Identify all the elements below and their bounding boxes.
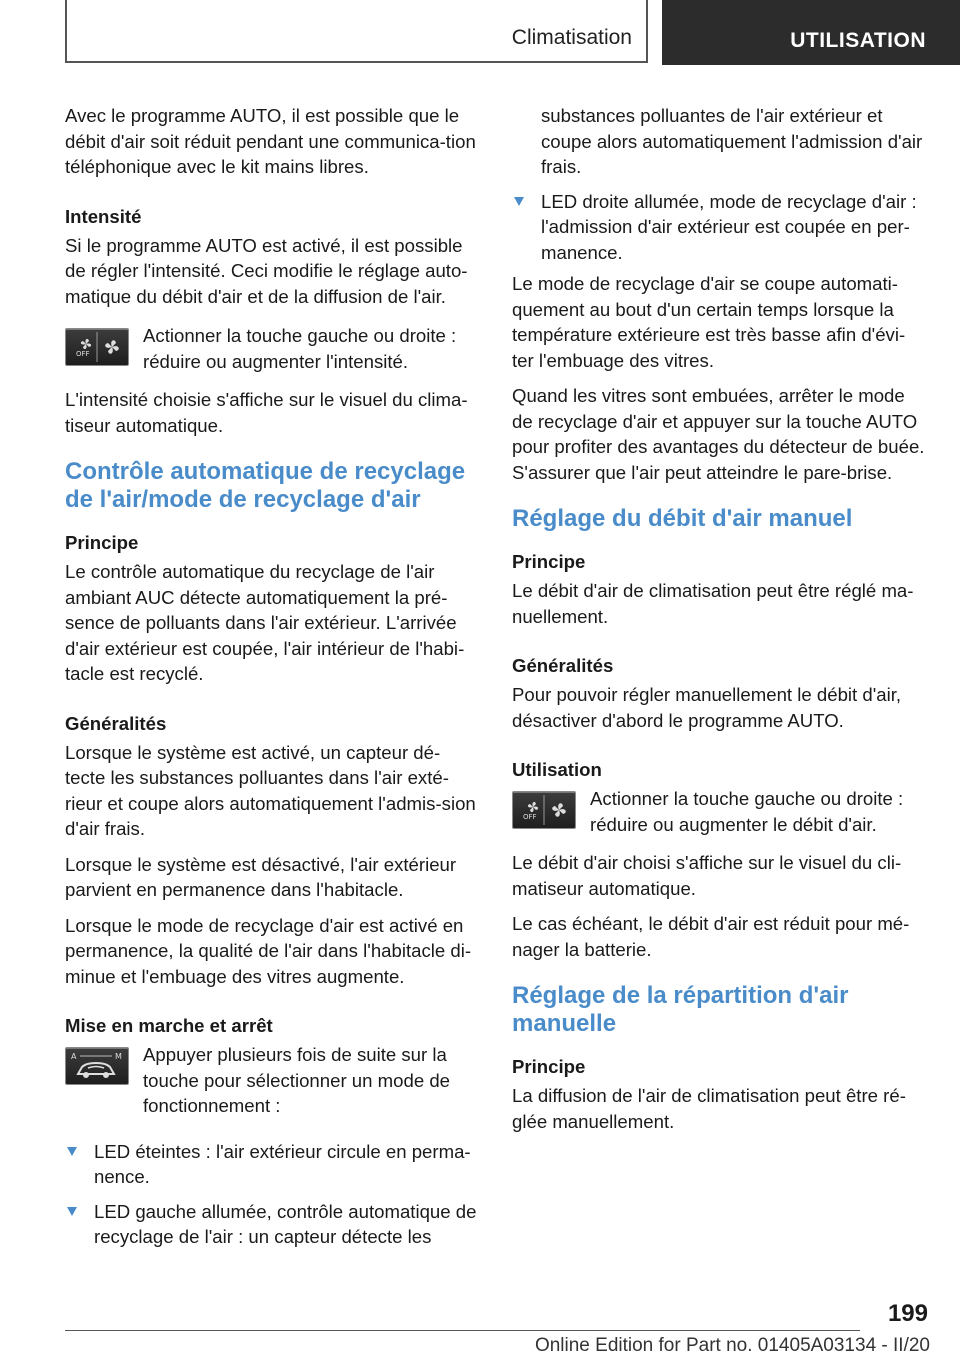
section-heading-debit: Réglage du débit d'air manuel xyxy=(512,505,853,532)
section-title: Climatisation xyxy=(511,26,632,49)
left-column xyxy=(65,103,477,1260)
auc-recirculation-button-icon xyxy=(65,1047,129,1085)
right-column xyxy=(512,103,926,1144)
subheading-principe: Principe xyxy=(65,532,139,553)
paragraph: Lorsque le mode de recyclage d'air est activé en permanence, la qualité de l'air dans l'habitacle di-minue et l'embuage des vitres augmente. xyxy=(65,914,472,987)
paragraph: Le cas échéant, le débit d'air est réduit pour mé-nager la batterie. xyxy=(512,913,910,960)
instruction-auc-button xyxy=(65,1042,477,1119)
page-number: 199 xyxy=(887,1300,928,1327)
paragraph: Avec le programme AUTO, il est possible que le débit d'air soit réduit pendant une communica-tion téléphonique avec le kit mains libres. xyxy=(65,105,476,177)
paragraph: Lorsque le système est activé, un capteur dé-tecte les substances polluantes dans l'air exté-rieur et coupe alors automatiquement l'admis-sion d'air frais. xyxy=(65,741,476,839)
paragraph: La diffusion de l'air de climatisation peut être ré-glée manuellement. xyxy=(512,1085,906,1132)
instruction-fan-flow xyxy=(512,786,926,838)
section-tab xyxy=(65,0,648,63)
list-item: LED gauche allumée, contrôle automatique de recyclage de l'air : un capteur détecte les xyxy=(65,1199,477,1250)
paragraph: L'intensité choisie s'affiche sur le visuel du clima-tiseur automatique. xyxy=(65,389,468,436)
list-item: LED éteintes : l'air extérieur circule en perma-nence. xyxy=(65,1139,477,1190)
fan-off-button-icon xyxy=(65,328,129,366)
bullet-triangle-icon xyxy=(67,1207,77,1216)
paragraph: Le contrôle automatique du recyclage de l'air ambiant AUC détecte automatiquement la pré-sence de polluants dans l'air extérieur. L'arrivée d'air extérieur est coupée, l'air intérieur de l'habi-tacle est recyclé. xyxy=(65,561,465,684)
subheading-principe: Principe xyxy=(512,551,586,572)
subheading-marche-arret: Mise en marche et arrêt xyxy=(65,1015,273,1036)
bullet-triangle-icon xyxy=(67,1147,77,1156)
paragraph: Le débit d'air de climatisation peut être réglé ma-nuellement. xyxy=(512,580,914,627)
page-header xyxy=(0,0,960,66)
section-heading-repartition: Réglage de la répartition d'air manuelle xyxy=(512,982,849,1037)
mode-list xyxy=(65,1139,477,1250)
paragraph: Lorsque le système est désactivé, l'air extérieur parvient en permanence dans l'habitacle. xyxy=(65,853,457,900)
subheading-generalites: Généralités xyxy=(65,712,167,734)
footer-edition: Online Edition for Part no. 01405A03134 - II/20 xyxy=(534,1335,930,1356)
bullet-triangle-icon xyxy=(514,197,524,206)
paragraph: Quand les vitres sont embuées, arrêter le mode de recyclage d'air et appuyer sur la touche AUTO pour profiter des avantages du détecteur de buée. S'assurer que l'air peut atteindre le pare-brise. xyxy=(512,385,925,483)
paragraph: Le débit d'air choisi s'affiche sur le visuel du cli-matiseur automatique. xyxy=(512,852,902,899)
svg-text:A: A xyxy=(71,1052,77,1061)
mode-list-continued xyxy=(512,103,926,265)
svg-text:M: M xyxy=(115,1052,122,1061)
fan-off-button-icon xyxy=(512,791,576,829)
subheading-generalites: Généralités xyxy=(512,655,614,676)
paragraph: Le mode de recyclage d'air se coupe automati-quement au bout d'un certain temps lorsque la température extérieure est très basse afin d'évi-ter l'embuage des vitres. xyxy=(512,273,906,371)
chapter-title: UTILISATION xyxy=(662,0,960,65)
instruction-fan-intensity xyxy=(65,323,477,375)
list-item-continued: substances polluantes de l'air extérieur et coupe alors automatiquement l'admission d'air frais. xyxy=(541,105,923,177)
paragraph: Si le programme AUTO est activé, il est possible de régler l'intensité. Ceci modifie le réglage auto-matique du débit d'air et de la diffusion de l'air. xyxy=(65,234,468,307)
subheading-utilisation: Utilisation xyxy=(512,759,602,780)
paragraph: Pour pouvoir régler manuellement le débit d'air, désactiver d'abord le programme AUTO. xyxy=(512,684,902,731)
section-heading-auc: Contrôle automatique de recyclage de l'air/mode de recyclage d'air xyxy=(65,458,466,513)
instruction-text: Actionner la touche gauche ou droite : réduire ou augmenter le débit d'air. xyxy=(590,788,904,835)
footer-divider xyxy=(65,1330,860,1331)
instruction-text: Appuyer plusieurs fois de suite sur la touche pour sélectionner un mode de fonctionnement : xyxy=(143,1044,451,1116)
subheading-principe: Principe xyxy=(512,1056,586,1077)
instruction-text: Actionner la touche gauche ou droite : réduire ou augmenter l'intensité. xyxy=(143,325,457,372)
list-item: LED droite allumée, mode de recyclage d'air : l'admission d'air extérieur est coupée en per-manence. xyxy=(512,189,926,266)
svg-text:OFF: OFF xyxy=(523,813,537,821)
subheading-intensite: Intensité xyxy=(65,205,142,227)
svg-text:OFF: OFF xyxy=(76,350,90,358)
